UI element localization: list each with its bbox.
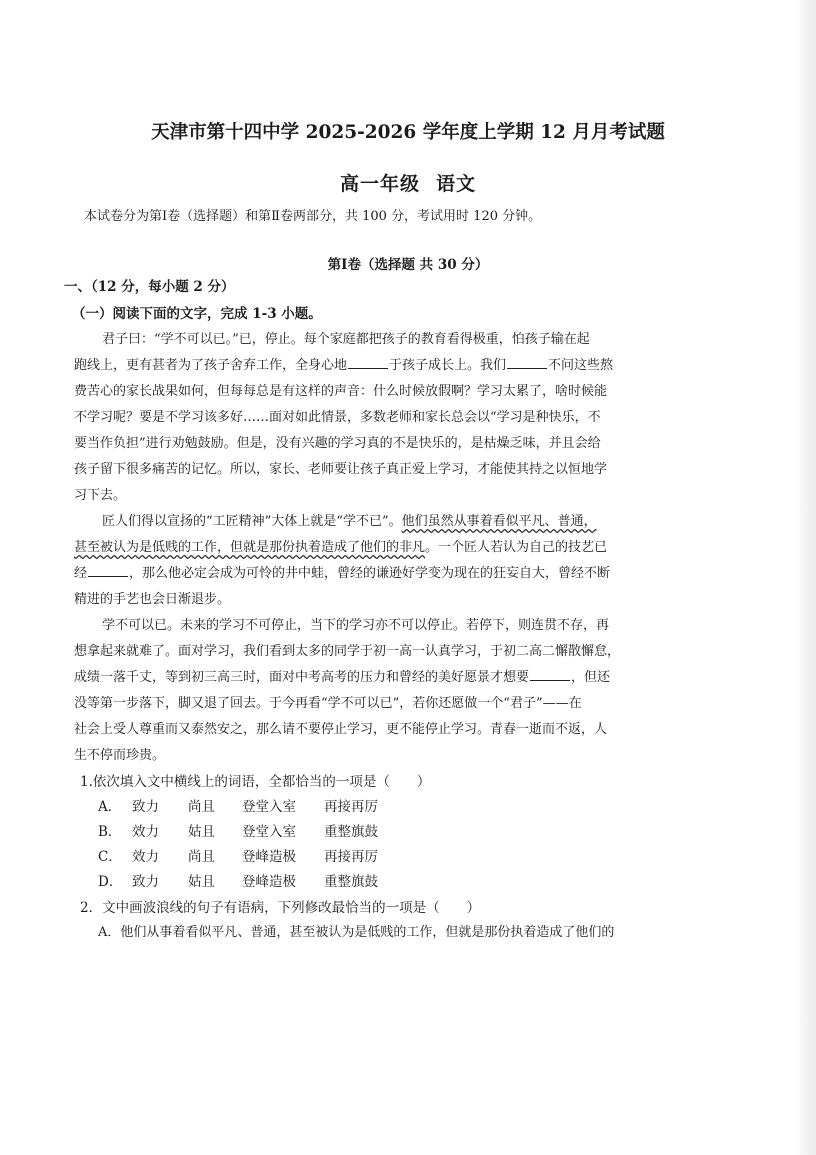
wavy-sentence: 甚至被认为是低贱的工作，但就是那份执着造成了他们的非凡 [74, 540, 426, 555]
passage-line: 精进的手艺也会日渐退步。 [74, 592, 231, 607]
fill-blank-2 [507, 355, 547, 369]
passage-line: 费苦心的家长战果如何，但每每总是有这样的声音：什么时候放假啊？学习太累了，啥时候能 [74, 384, 608, 399]
question-2-option-a: A．他们从事着看似平凡、普通，甚至被认为是低贱的工作，但就是那份执着造成了他们的 [98, 925, 615, 940]
exam-intro: 本试卷分为第Ⅰ卷（选择题）和第Ⅱ卷两部分，共 100 分，考试用时 120 分钟。 [84, 209, 542, 224]
passage-line: 社会上受人尊重而又泰然安之，那么请不要停止学习，更不能停止学习。青春一逝而不返，人 [74, 722, 608, 737]
question-1-stem: 1.依次填入文中横线上的词语，全都恰当的一项是（ ） [80, 774, 431, 790]
fill-blank-1 [348, 355, 388, 369]
question-1-option-c: C． 效力 尚且 登峰造极 再接再厉 [98, 849, 378, 865]
passage-line: 跑线上，更有甚者为了孩子舍弃工作，全身心地 于孩子成长上。我们 不问这些熬 [74, 354, 613, 373]
passage-line: 经 ，那么他必定会成为可怜的井中蛙，曾经的谦逊好学变为现在的狂妄自大，曾经不断 [74, 562, 610, 581]
section-heading: 第Ⅰ卷（选择题 共 30 分） [327, 257, 489, 273]
exam-title: 天津市第十四中学 2025-2026 学年度上学期 12 月月考试题 [151, 122, 665, 143]
question-1-option-b: B． 效力 姑且 登堂入室 重整旗鼓 [98, 824, 378, 840]
passage-line: 生不停而珍贵。 [74, 748, 166, 763]
grade-subject [0, 169, 816, 196]
passage-line: 成绩一落千丈，等到初三高三时，面对中考高考的压力和曾经的美好愿景才想要 ，但还 [74, 666, 610, 685]
part-heading: 一、（12 分，每小题 2 分） [64, 279, 235, 295]
grade-label: 高一年级 [339, 173, 420, 195]
passage-line: 习下去。 [74, 488, 127, 503]
passage-line: 想拿起来就难了。面对学习，我们看到太多的同学于初一高一认真学习，于初二高二懈散懈怠， [74, 644, 621, 659]
passage-line: 没等第一步落下，脚又退了回去。于今再看“学不可以已”，若你还愿做一个“君子”——在 [74, 696, 582, 711]
question-2-stem: 2．文中画波浪线的句子有语病，下列修改最恰当的一项是（ ） [80, 900, 481, 916]
subject-label: 语文 [436, 173, 477, 195]
passage-line: 要当作负担”进行劝勉鼓励。但是，没有兴趣的学习真的不是快乐的，是枯燥乏味，并且会给 [74, 436, 601, 451]
passage-line: 匠人们得以宣扬的“工匠精神”大体上就是“学不已”。他们虽然从事着看似平凡、普通， [102, 514, 597, 529]
passage-line: 孩子留下很多痛苦的记忆。所以，家长、老师要让孩子真正爱上学习，才能使其持之以恒地学 [74, 462, 608, 477]
passage-line: 甚至被认为是低贱的工作，但就是那份执着造成了他们的非凡。一个匠人若认为自己的技艺已 [74, 540, 608, 555]
fill-blank-3 [88, 563, 128, 577]
wavy-sentence: 他们虽然从事着看似平凡、普通， [401, 514, 597, 529]
reading-heading: （一）阅读下面的文字，完成 1-3 小题。 [72, 306, 322, 322]
passage-line: 君子曰：“学不可以已。”已，停止。每个家庭都把孩子的教育看得极重，怕孩子输在起 [102, 332, 590, 347]
question-1-option-d: D． 致力 姑且 登峰造极 重整旗鼓 [98, 874, 378, 890]
fill-blank-4 [530, 667, 570, 681]
passage-line: 不学习呢？要是不学习该多好……面对如此情景，多数老师和家长总会以“学习是种快乐，不 [74, 410, 601, 425]
question-1-option-a: A． 致力 尚且 登堂入室 再接再厉 [98, 799, 378, 815]
passage-line: 学不可以已。未来的学习不可停止，当下的学习亦不可以停止。若停下，则连贯不存，再 [102, 618, 610, 633]
